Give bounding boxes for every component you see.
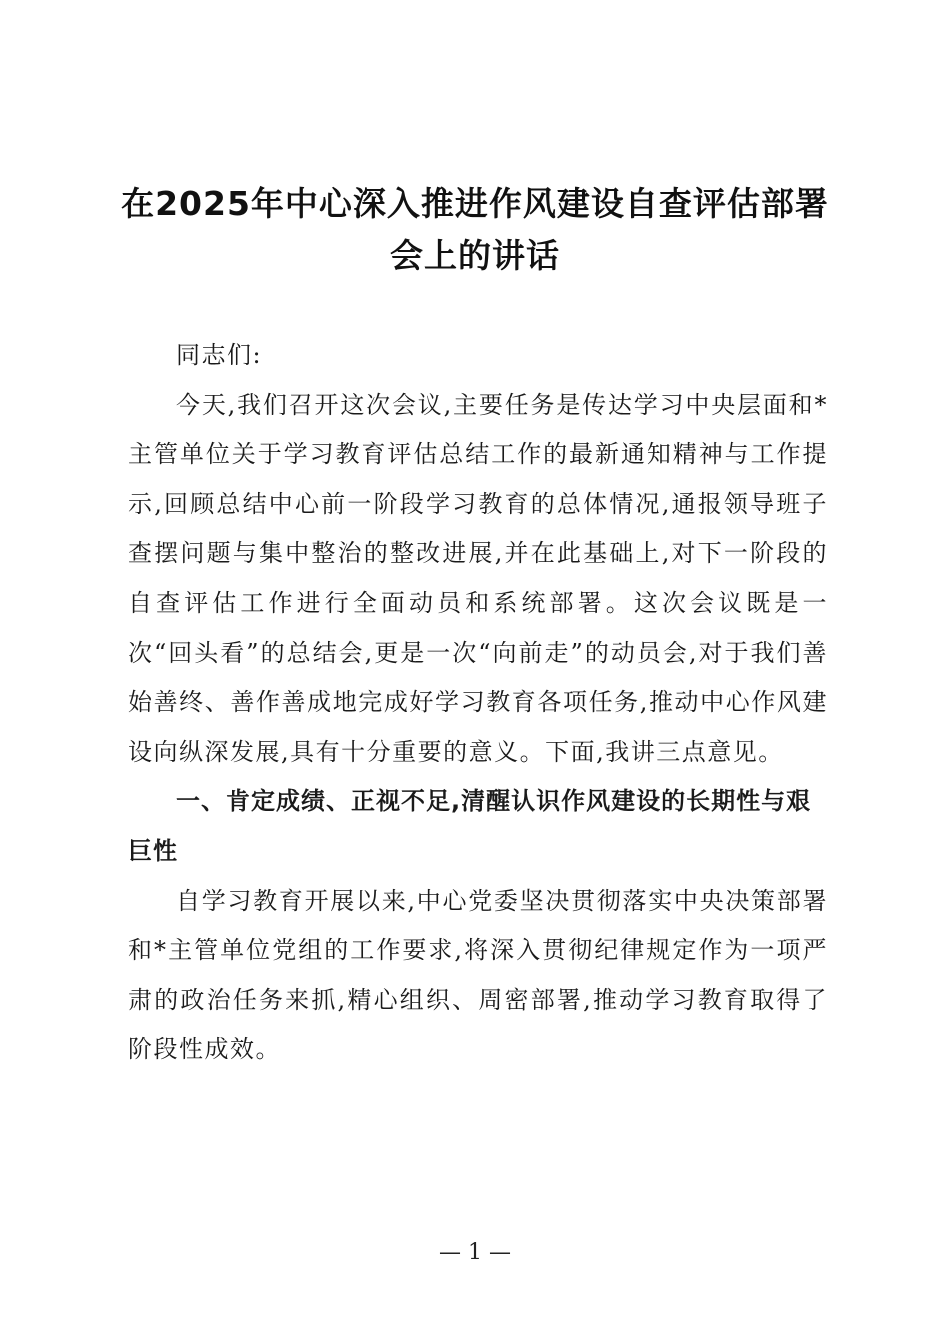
page-number: — 1 — bbox=[439, 1240, 511, 1265]
document-body bbox=[128, 331, 828, 1075]
section-paragraph: 自学习教育开展以来,中心党委坚决贯彻落实中央决策部署和*主管单位党组的工作要求,将深入贯彻纪律规定作为一项严肃的政治任务来抓,精心组织、周密部署,推动学习教育取得了阶段性成效。 bbox=[128, 886, 828, 1064]
document-title: 在2025年中心深入推进作风建设自查评估部署会上的讲话 bbox=[121, 184, 829, 275]
section-heading: 一、肯定成绩、正视不足,清醒认识作风建设的长期性与艰巨性 bbox=[128, 787, 812, 865]
greeting: 同志们: bbox=[176, 341, 263, 369]
opening-paragraph: 今天,我们召开这次会议,主要任务是传达学习中央层面和*主管单位关于学习教育评估总结工作的最新通知精神与工作提示,回顾总结中心前一阶段学习教育的总体情况,通报领导班子查摆问题与集中整治的整改进展,并在此基础上,对下一阶段的自查评估工作进行全面动员和系统部署。这次会议既是一次“回头看”的总结会,更是一次“向前走”的动员会,对于我们善始善终、善作善成地完成好学习教育各项任务,推动中心作风建设向纵深发展,具有十分重要的意义。下面,我讲三点意见。 bbox=[128, 390, 828, 766]
